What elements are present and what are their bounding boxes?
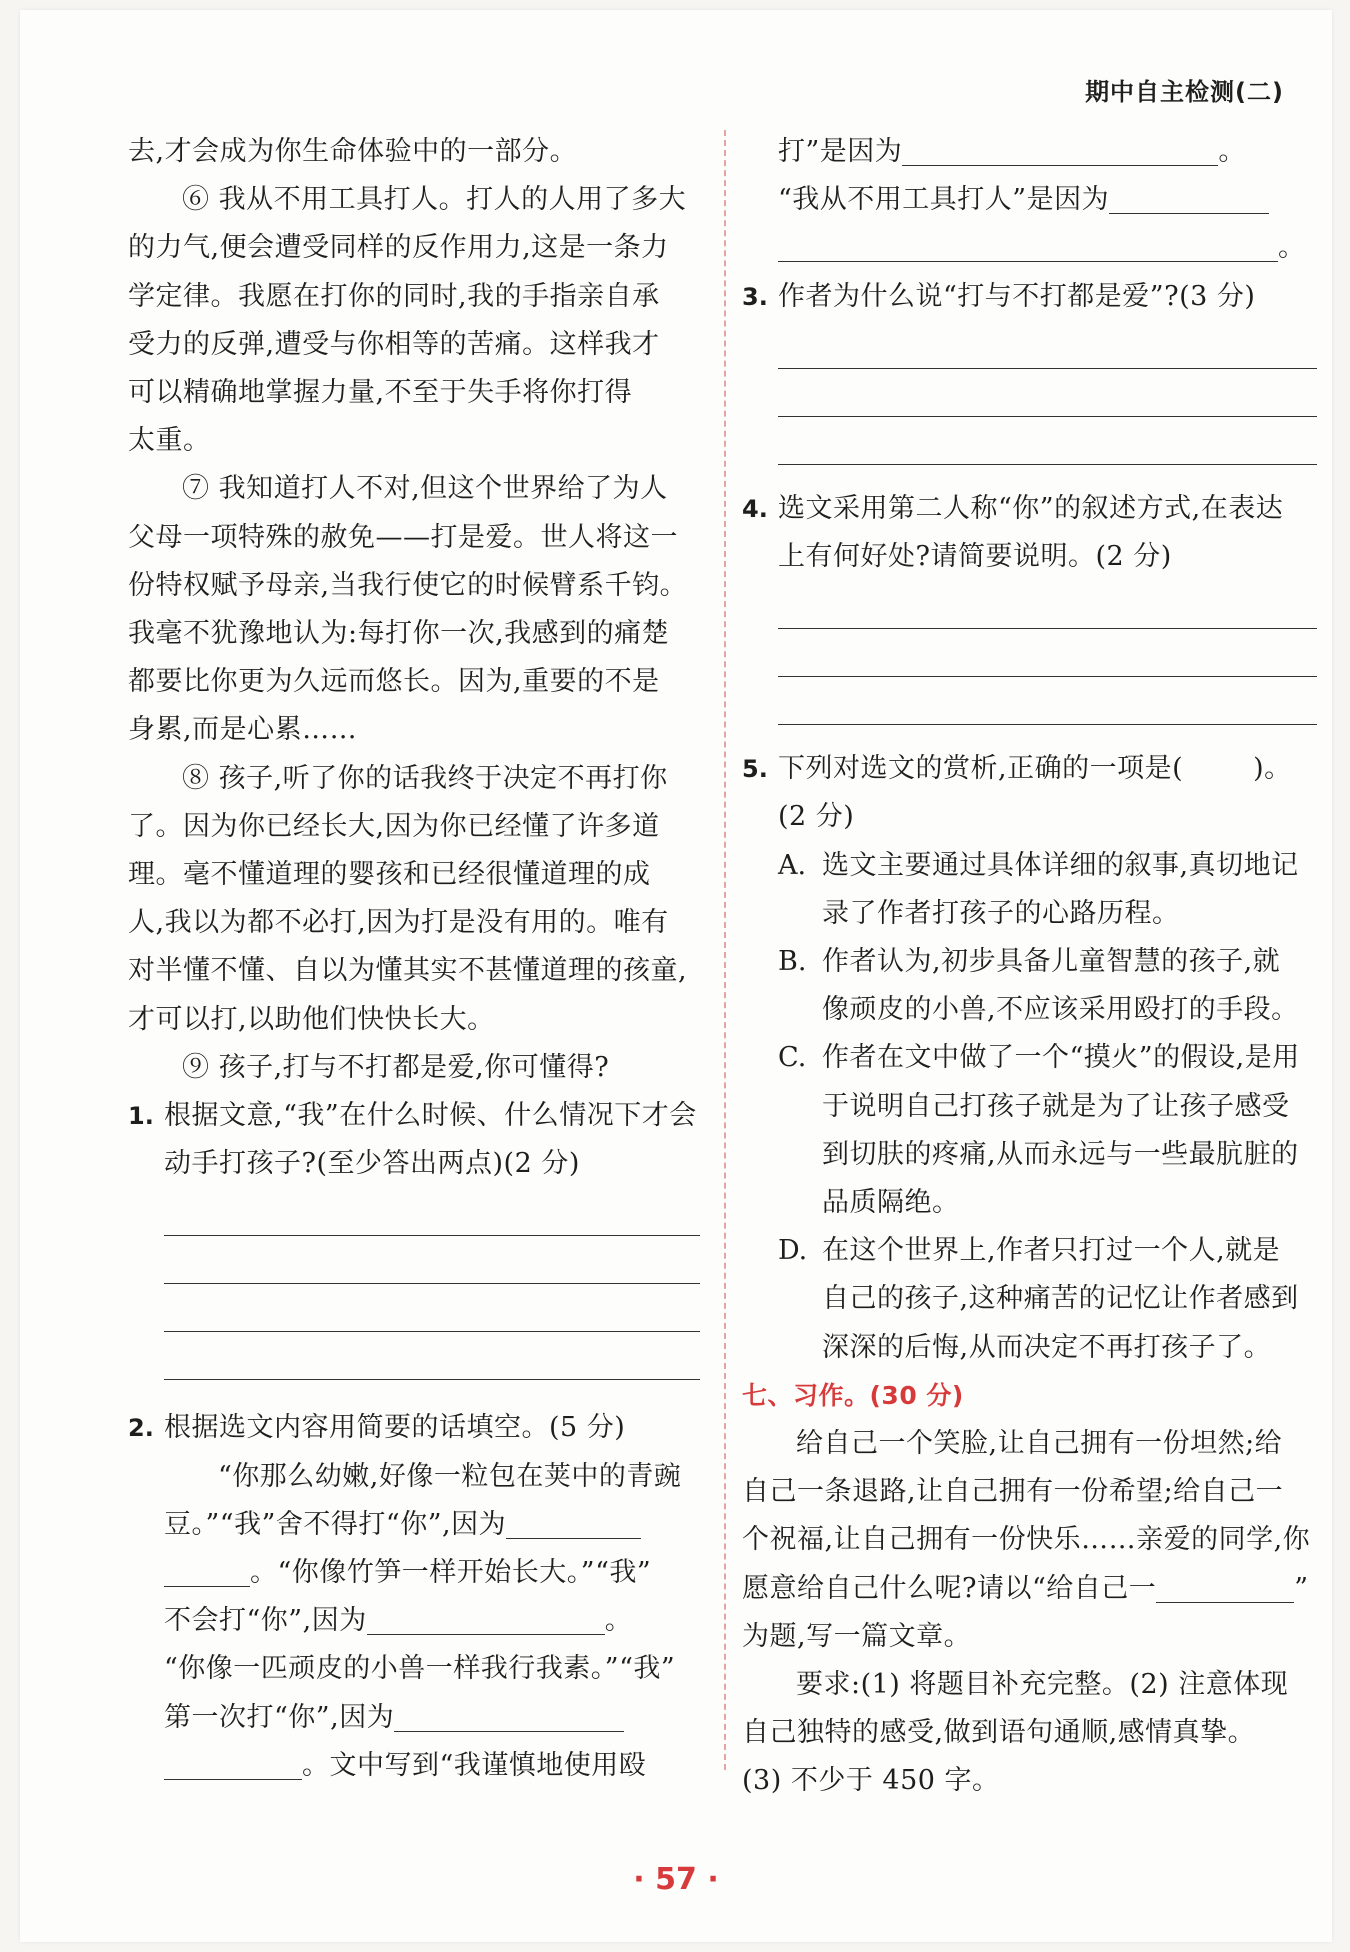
option-text: 像顽皮的小兽,不应该采用殴打的手段。 bbox=[822, 994, 1299, 1026]
question-1 bbox=[128, 1092, 700, 1404]
option-text: 在这个世界上,作者只打过一个人,就是 bbox=[822, 1235, 1281, 1267]
passage-line: 份特权赋予母亲,当我行使它的时候臂系千钧。 bbox=[128, 569, 688, 601]
prompt-text: 为题,写一篇文章。 bbox=[742, 1620, 972, 1652]
passage-line: ⑧ 孩子,听了你的话我终于决定不再打你 bbox=[182, 762, 668, 794]
question-text: 不会打“你”,因为 bbox=[164, 1605, 367, 1637]
passage-line: 太重。 bbox=[128, 425, 211, 457]
question-number: 4. bbox=[742, 494, 768, 523]
fill-blank[interactable] bbox=[1109, 183, 1269, 214]
question-text: 作者为什么说“打与不打都是爱”?(3 分) bbox=[778, 280, 1256, 312]
passage-line: 理。毫不懂道理的婴孩和已经很懂道理的成 bbox=[128, 859, 651, 891]
passage-line: 父母一项特殊的赦免——打是爱。世人将这一 bbox=[128, 521, 678, 553]
question-2-continued bbox=[742, 128, 1317, 273]
passage-line: 学定律。我愿在打你的同时,我的手指亲自承 bbox=[128, 280, 660, 312]
requirement-text: 要求:(1) 将题目补充完整。(2) 注意体现 bbox=[796, 1669, 1289, 1701]
option-text: 作者在文中做了一个“摸火”的假设,是用 bbox=[822, 1042, 1300, 1074]
option-b[interactable] bbox=[778, 938, 1317, 1034]
question-5 bbox=[742, 745, 1317, 1372]
passage-paragraph-7 bbox=[128, 465, 700, 754]
prompt-text: 个祝福,让自己拥有一份快乐……亲爱的同学,你 bbox=[742, 1524, 1311, 1556]
passage-line: 去,才会成为你生命体验中的一部分。 bbox=[128, 136, 578, 167]
answer-line[interactable] bbox=[164, 1283, 700, 1284]
question-text: 。 bbox=[1218, 136, 1246, 167]
option-c[interactable] bbox=[778, 1034, 1317, 1227]
title-fill-blank[interactable] bbox=[1156, 1572, 1294, 1603]
passage-line: 受力的反弹,遭受与你相等的苦痛。这样我才 bbox=[128, 328, 660, 360]
option-label: C. bbox=[778, 1042, 807, 1074]
answer-line[interactable] bbox=[778, 416, 1317, 417]
question-text: “我从不用工具打人”是因为 bbox=[778, 184, 1110, 216]
option-text: 到切肤的疼痛,从而永远与一些最肮脏的 bbox=[822, 1138, 1299, 1170]
passage-line: 才可以打,以助他们快快长大。 bbox=[128, 1003, 495, 1035]
question-text: “你像一匹顽皮的小兽一样我行我素。”“我” bbox=[164, 1653, 676, 1685]
question-number: 5. bbox=[742, 755, 768, 784]
fill-blank[interactable] bbox=[394, 1701, 624, 1732]
requirement-text: 自己独特的感受,做到语句通顺,感情真挚。 bbox=[742, 1717, 1256, 1749]
prompt-text: ” bbox=[1294, 1572, 1309, 1604]
question-text: 豆。”“我”舍不得打“你”,因为 bbox=[164, 1508, 507, 1540]
question-number: 3. bbox=[742, 282, 768, 311]
requirement-text: (3) 不少于 450 字。 bbox=[742, 1765, 1000, 1797]
question-text: 。“你像竹笋一样开始长大。”“我” bbox=[250, 1557, 652, 1589]
question-text: “你那么幼嫩,好像一粒包在荚中的青豌 bbox=[218, 1460, 682, 1492]
option-text: 选文主要通过具体详细的叙事,真切地记 bbox=[822, 849, 1299, 881]
passage-paragraph-8 bbox=[128, 755, 700, 1044]
passage-line: 都要比你更为久远而悠长。因为,重要的不是 bbox=[128, 666, 660, 698]
prompt-text: 愿意给自己什么呢?请以“给自己一 bbox=[742, 1572, 1157, 1604]
question-2 bbox=[128, 1404, 700, 1790]
question-3 bbox=[742, 273, 1317, 485]
fill-blank[interactable] bbox=[902, 135, 1218, 166]
passage-paragraph-6 bbox=[128, 176, 700, 465]
option-text: 自己的孩子,这种痛苦的记忆让作者感到 bbox=[822, 1283, 1299, 1315]
question-text: 根据选文内容用简要的话填空。(5 分) bbox=[164, 1412, 626, 1444]
question-text: )。 bbox=[1253, 753, 1292, 785]
question-text: 打”是因为 bbox=[778, 136, 903, 167]
question-text: 。 bbox=[1278, 232, 1306, 264]
left-column bbox=[128, 128, 700, 1790]
passage-line: 人,我以为都不必打,因为打是没有用的。唯有 bbox=[128, 907, 669, 939]
question-text: 选文采用第二人称“你”的叙述方式,在表达 bbox=[778, 492, 1284, 524]
prompt-text: 给自己一个笑脸,让自己拥有一份坦然;给 bbox=[796, 1428, 1283, 1460]
option-text: 于说明自己打孩子就是为了让孩子感受 bbox=[822, 1090, 1290, 1122]
passage-line: ⑥ 我从不用工具打人。打人的人用了多大 bbox=[182, 184, 687, 216]
passage-line: 了。因为你已经长大,因为你已经懂了许多道 bbox=[128, 810, 660, 842]
passage-line: 我毫不犹豫地认为:每打你一次,我感到的痛楚 bbox=[128, 618, 670, 650]
option-text: 品质隔绝。 bbox=[822, 1187, 960, 1219]
worksheet-page bbox=[20, 10, 1332, 1942]
passage-line: 对半懂不懂、自以为懂其实不甚懂道理的孩童, bbox=[128, 955, 688, 987]
question-text: 根据文意,“我”在什么时候、什么情况下才会 bbox=[164, 1100, 697, 1132]
right-column bbox=[742, 128, 1317, 1806]
option-a[interactable] bbox=[778, 842, 1317, 938]
question-number: 2. bbox=[128, 1414, 154, 1443]
column-divider bbox=[724, 130, 726, 1770]
question-4 bbox=[742, 485, 1317, 745]
option-text: 录了作者打孩子的心路历程。 bbox=[822, 897, 1180, 929]
question-text: 动手打孩子?(至少答出两点)(2 分) bbox=[164, 1148, 580, 1180]
option-text: 作者认为,初步具备儿童智慧的孩子,就 bbox=[822, 946, 1281, 978]
fill-blank[interactable] bbox=[506, 1508, 641, 1539]
page-number: · 57 · bbox=[633, 1862, 719, 1897]
option-label: A. bbox=[778, 849, 807, 881]
passage-line: 的力气,便会遭受同样的反作用力,这是一条力 bbox=[128, 232, 669, 264]
option-d[interactable] bbox=[778, 1227, 1317, 1372]
section-7-writing bbox=[742, 1372, 1317, 1806]
question-text: 。 bbox=[604, 1605, 633, 1637]
passage-line: 可以精确地掌握力量,不至于失手将你打得 bbox=[128, 377, 633, 409]
answer-line[interactable] bbox=[778, 676, 1317, 677]
answer-line[interactable] bbox=[778, 628, 1317, 629]
question-text: 下列对选文的赏析,正确的一项是( bbox=[778, 753, 1184, 785]
page-header-title: 期中自主检测(二) bbox=[1085, 78, 1284, 106]
question-text: 。文中写到“我谨慎地使用殴 bbox=[302, 1749, 647, 1781]
question-text: 上有何好处?请简要说明。(2 分) bbox=[778, 541, 1172, 573]
answer-line[interactable] bbox=[778, 368, 1317, 369]
question-text: 第一次打“你”,因为 bbox=[164, 1701, 395, 1733]
option-label: D. bbox=[778, 1235, 808, 1267]
prompt-text: 自己一条退路,让自己拥有一份希望;给自己一 bbox=[742, 1476, 1284, 1508]
section-title: 七、习作。(30 分) bbox=[742, 1380, 964, 1410]
answer-line[interactable] bbox=[164, 1235, 700, 1236]
fill-blank[interactable] bbox=[367, 1604, 605, 1635]
passage-line: ⑦ 我知道打人不对,但这个世界给了为人 bbox=[182, 473, 668, 505]
option-label: B. bbox=[778, 946, 807, 978]
answer-line[interactable] bbox=[164, 1331, 700, 1332]
fill-blank[interactable] bbox=[778, 231, 1278, 262]
fill-blank[interactable] bbox=[164, 1556, 250, 1587]
option-text: 深深的后悔,从而决定不再打孩子了。 bbox=[822, 1331, 1272, 1363]
question-score: (2 分) bbox=[778, 801, 855, 833]
passage-paragraph-9: ⑨ 孩子,打与不打都是爱,你可懂得? bbox=[182, 1051, 610, 1083]
question-number: 1. bbox=[128, 1102, 154, 1131]
passage-line: 身累,而是心累…… bbox=[128, 714, 358, 746]
fill-blank[interactable] bbox=[164, 1749, 302, 1780]
